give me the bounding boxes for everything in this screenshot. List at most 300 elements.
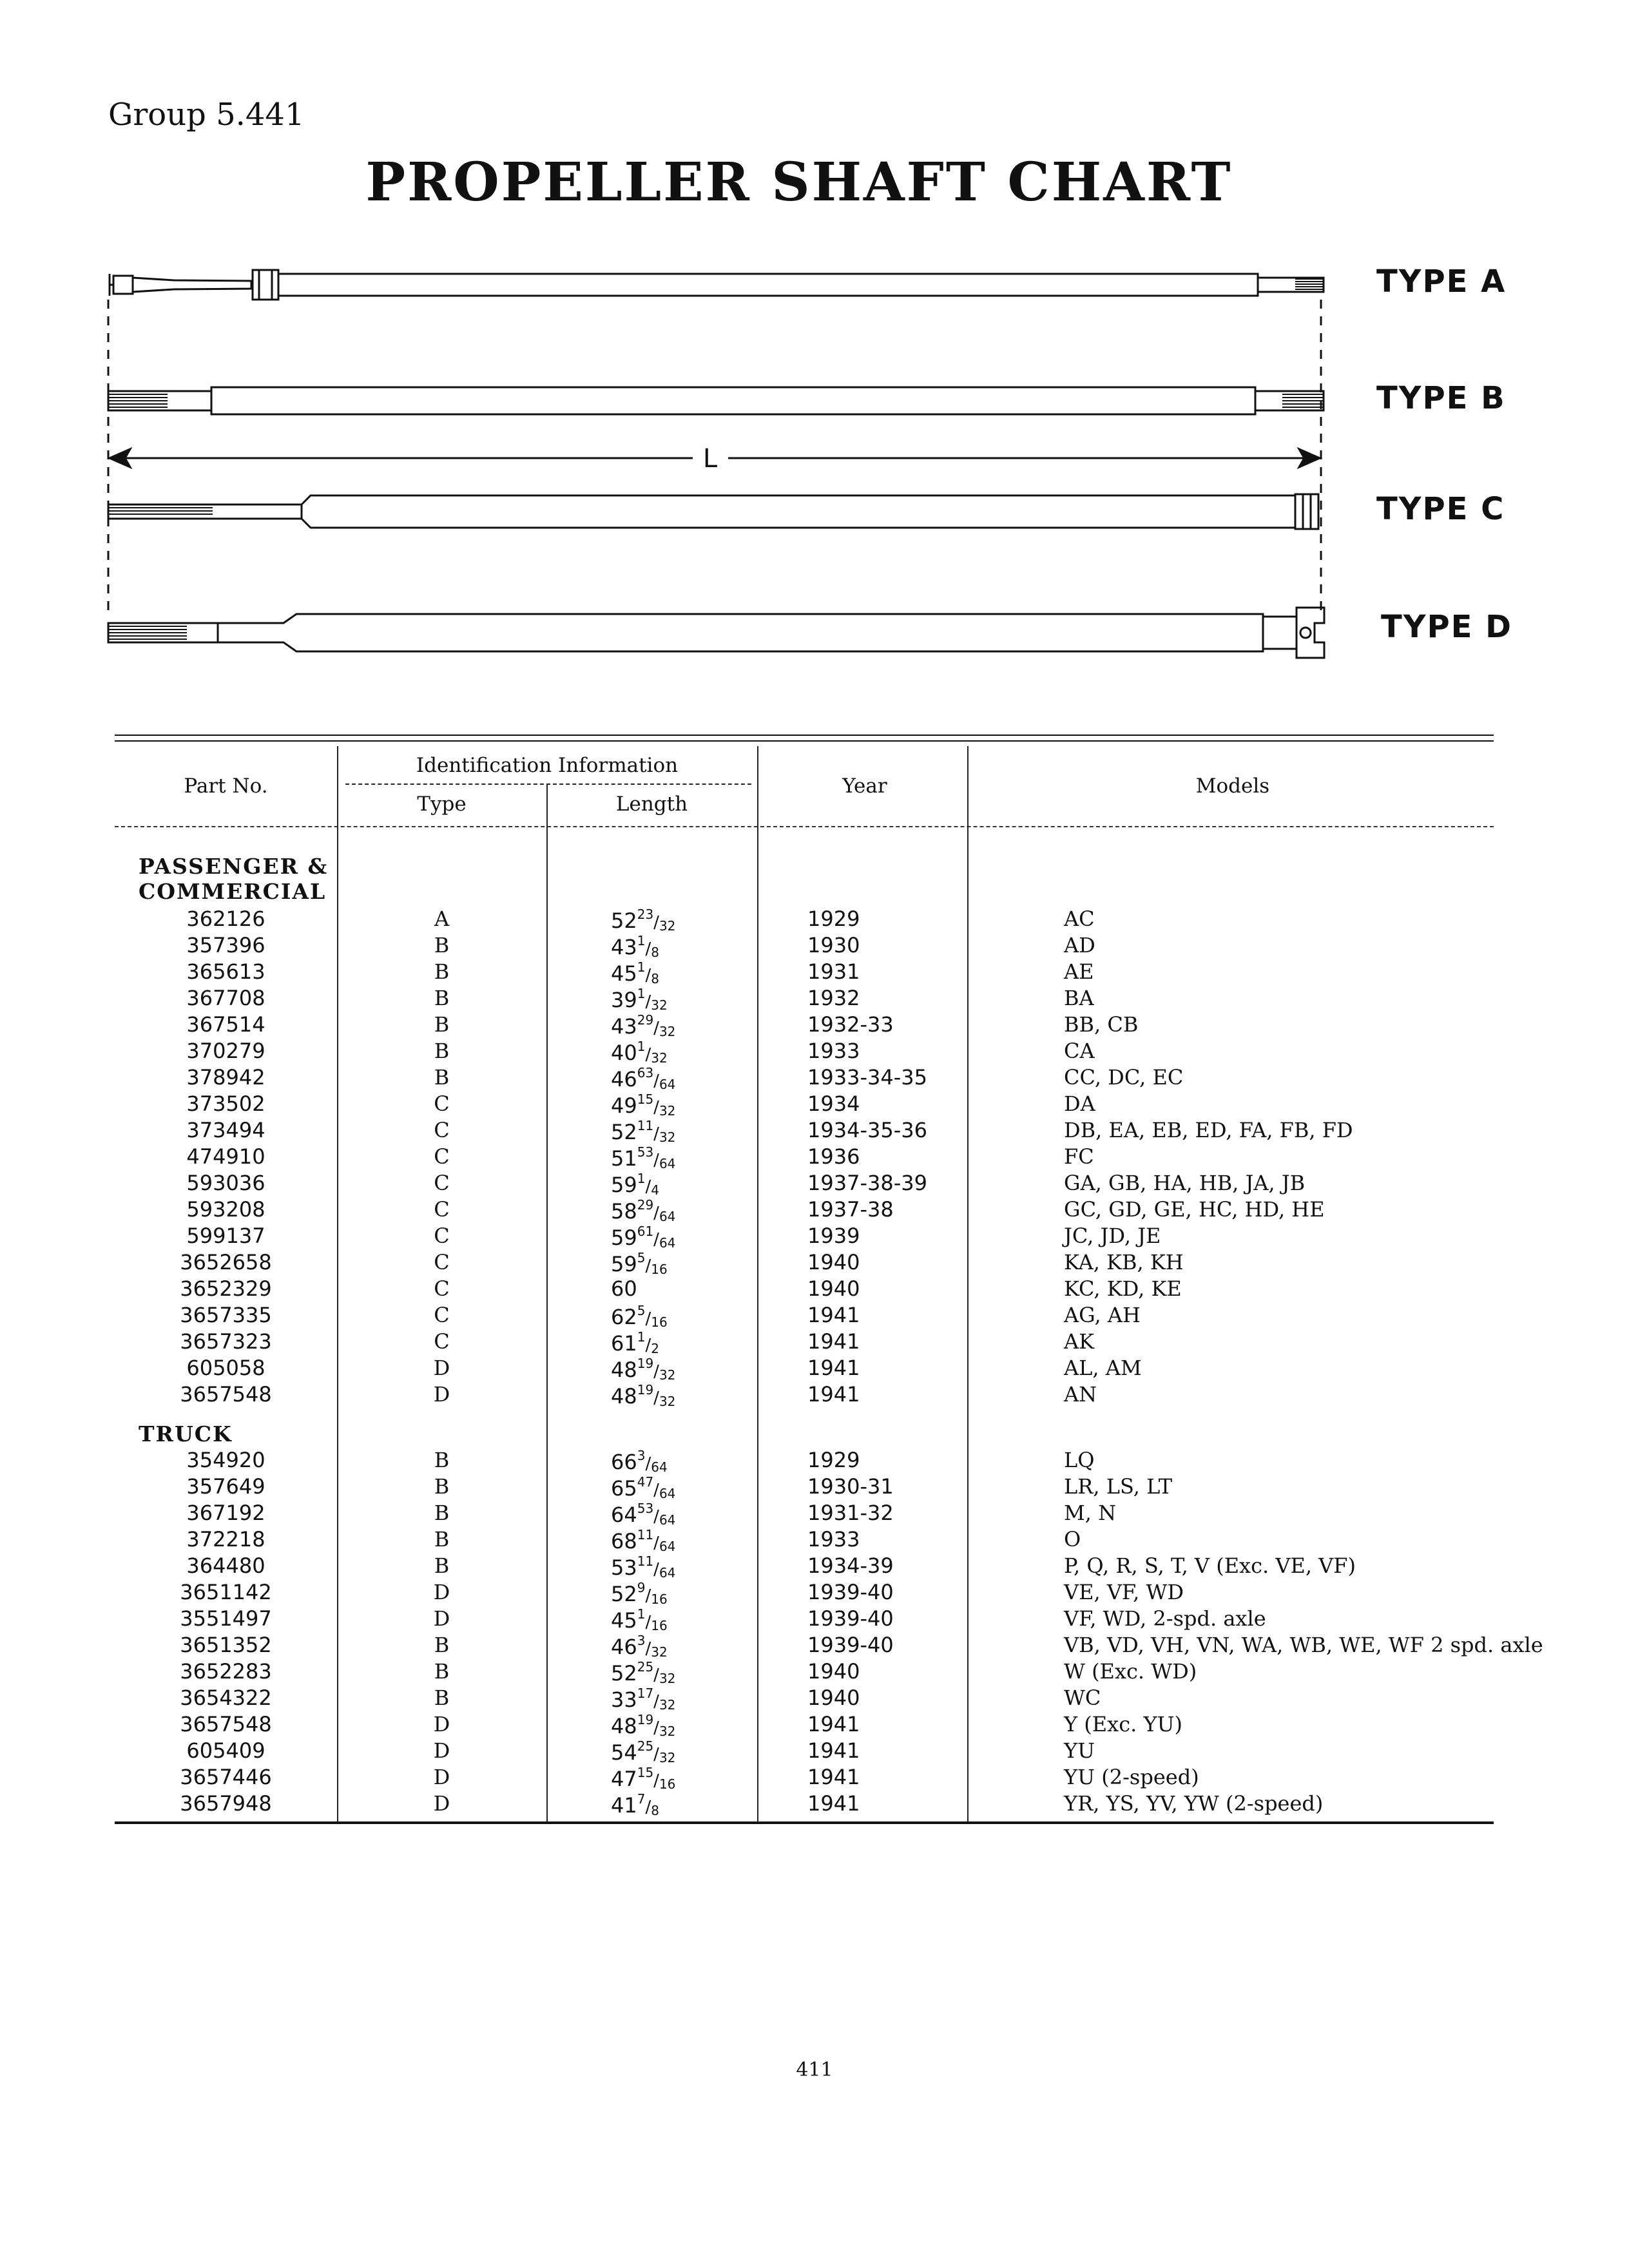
shaft-length [611,1012,675,1039]
model-year: 1941 [807,1382,860,1407]
models: CA [1064,1039,1095,1063]
table-row [115,1606,1494,1633]
shaft-length [611,1527,675,1554]
table-row [115,1686,1494,1712]
length-whole: 33 [611,1687,637,1712]
length-whole: 60 [611,1276,637,1301]
model-year: 1931-32 [807,1501,894,1525]
length-whole: 48 [611,1384,637,1408]
length-whole: 48 [611,1358,637,1382]
shaft-type: C [434,1144,450,1169]
shaft-length [611,1501,675,1528]
fraction-slash: / [645,966,651,985]
table-row [115,1144,1494,1171]
models: AC [1064,907,1095,931]
shaft-type: B [434,1659,450,1684]
length-denominator: 32 [659,1103,676,1119]
table-top-rule-2 [115,740,1494,742]
fraction-slash: / [653,1204,659,1223]
header-type: Type [417,793,467,816]
length-numerator: 17 [637,1686,654,1701]
model-year: 1937-38-39 [807,1171,927,1195]
length-whole: 45 [611,961,637,986]
length-denominator: 32 [659,1367,676,1383]
model-year: 1934-35-36 [807,1118,927,1142]
length-whole: 40 [611,1041,637,1065]
length-whole: 54 [611,1740,637,1765]
model-year: 1934 [807,1091,860,1116]
models: YU (2-speed) [1064,1765,1199,1789]
length-numerator: 19 [637,1356,654,1371]
length-whole: 48 [611,1714,637,1738]
table-row [115,907,1494,933]
part-number: 367514 [186,1012,265,1037]
model-year: 1939 [807,1224,860,1248]
length-whole: 66 [611,1450,637,1474]
length-numerator: 3 [637,1448,646,1463]
fraction-slash: / [653,1692,659,1711]
type-c-shaft [108,494,1318,529]
models: DB, EA, EB, ED, FA, FB, FD [1064,1118,1353,1142]
length-numerator: 47 [637,1474,654,1490]
length-denominator: 64 [659,1077,676,1092]
model-year: 1931 [807,959,860,984]
model-year: 1929 [807,1448,860,1472]
shaft-type: D [433,1356,450,1380]
shaft-type: B [434,1633,450,1657]
length-denominator: 32 [659,1671,676,1686]
length-whole: 59 [611,1225,637,1250]
part-number: 3657548 [180,1382,272,1407]
table-row [115,933,1494,959]
header-length: Length [615,793,688,816]
part-number: 605058 [186,1356,265,1380]
shaft-type: D [433,1382,450,1407]
models: AG, AH [1064,1303,1141,1327]
model-year: 1941 [807,1303,860,1327]
part-number: 3657446 [180,1765,272,1789]
length-whole: 43 [611,1014,637,1039]
table-row [115,1303,1494,1329]
part-number: 3651142 [180,1580,272,1604]
header-models: Models [1195,774,1270,798]
shaft-type: D [433,1791,450,1816]
length-denominator: 32 [651,997,668,1013]
length-denominator: 64 [651,1459,668,1475]
length-numerator: 53 [637,1501,654,1516]
length-denominator: 64 [659,1235,676,1251]
model-year: 1940 [807,1276,860,1301]
shaft-type: D [433,1580,450,1604]
page-title: PROPELLER SHAFT CHART [365,151,1233,213]
length-numerator: 9 [637,1580,646,1595]
length-denominator: 32 [659,1697,676,1713]
table-row [115,1276,1494,1303]
fraction-slash: / [653,1072,659,1091]
models: GA, GB, HA, HB, JA, JB [1064,1171,1306,1195]
shaft-length [611,1171,659,1198]
models: W (Exc. WD) [1064,1659,1197,1684]
fraction-slash: / [653,1666,659,1685]
section-heading-line2: COMMERCIAL [139,879,327,904]
shaft-length [611,1356,675,1383]
length-numerator: 5 [637,1250,646,1265]
page-number: 411 [796,2059,833,2081]
fraction-slash: / [645,939,651,959]
part-number: 3657335 [180,1303,272,1327]
shaft-type: B [434,1553,450,1578]
section-heading: TRUCK [139,1421,233,1446]
length-numerator: 5 [637,1303,646,1318]
fraction-slash: / [645,992,651,1012]
models: Y (Exc. YU) [1064,1712,1183,1736]
model-year: 1933 [807,1527,860,1552]
shaft-type: D [433,1765,450,1789]
length-whole: 52 [611,1661,637,1686]
length-whole: 59 [611,1252,637,1276]
fraction-slash: / [653,1151,659,1170]
length-denominator: 32 [659,1750,676,1765]
model-year: 1941 [807,1765,860,1789]
model-year: 1933-34-35 [807,1065,927,1090]
shaft-length [611,1765,675,1792]
length-numerator: 19 [637,1712,654,1727]
length-denominator: 16 [651,1314,668,1330]
type-a-shaft [110,270,1324,300]
models: M, N [1064,1501,1117,1525]
part-number: 367708 [186,986,265,1010]
part-number: 605409 [186,1738,265,1763]
model-year: 1937-38 [807,1197,894,1222]
length-denominator: 64 [659,1156,676,1171]
length-denominator: 8 [651,1803,659,1818]
shaft-length [611,1382,675,1409]
length-whole: 65 [611,1476,637,1501]
length-denominator: 32 [651,1050,668,1066]
shaft-length [611,1224,675,1251]
table-row [115,1791,1494,1818]
length-numerator: 7 [637,1791,646,1807]
shaft-illustration [97,255,1534,667]
table-row [115,1224,1494,1250]
shaft-length [611,1039,668,1066]
length-denominator: 16 [651,1262,668,1277]
part-number: 3651352 [180,1633,272,1657]
shaft-type: C [434,1250,450,1274]
length-whole: 59 [611,1173,637,1197]
fraction-slash: / [653,1533,659,1553]
shaft-length [611,933,659,960]
table-top-rule [115,735,1494,736]
length-denominator: 16 [651,1618,668,1633]
fraction-slash: / [645,1613,651,1632]
model-year: 1930 [807,933,860,957]
length-numerator: 63 [637,1065,654,1081]
fraction-slash: / [645,1256,651,1276]
table-header [115,754,1494,817]
models: P, Q, R, S, T, V (Exc. VE, VF) [1064,1553,1356,1578]
fraction-slash: / [653,1507,659,1526]
length-whole: 45 [611,1608,637,1633]
model-year: 1940 [807,1659,860,1684]
length-whole: 43 [611,935,637,959]
group-number: Group 5.441 [108,97,305,133]
models: BB, CB [1064,1012,1139,1037]
models: GC, GD, GE, HC, HD, HE [1064,1197,1325,1222]
models: DA [1064,1091,1095,1116]
shaft-length [611,1144,675,1171]
shaft-length [611,907,675,934]
shaft-length [611,1712,675,1739]
model-year: 1930-31 [807,1474,894,1499]
header-bottom-rule [115,826,1494,827]
fraction-slash: / [653,1362,659,1381]
model-year: 1941 [807,1738,860,1763]
models: VE, VF, WD [1064,1580,1184,1604]
models: YU [1064,1738,1095,1763]
shaft-type: C [434,1171,450,1195]
models: WC [1064,1686,1101,1710]
length-numerator: 11 [637,1553,654,1569]
header-identification: Identification Information [416,754,679,777]
type-d-shaft [108,608,1324,658]
length-whole: 68 [611,1529,637,1553]
table-row [115,1712,1494,1738]
length-whole: 51 [611,1146,637,1171]
length-denominator: 64 [659,1565,676,1581]
length-whole: 53 [611,1555,637,1580]
models: AE [1064,959,1094,984]
model-year: 1941 [807,1329,860,1354]
table-row [115,1197,1494,1224]
shaft-type: B [434,1039,450,1063]
shaft-length [611,1606,668,1633]
type-a-label: TYPE A [1376,264,1507,300]
table-row [115,1171,1494,1197]
fraction-slash: / [653,1389,659,1408]
shaft-type: C [434,1091,450,1116]
shaft-type: C [434,1224,450,1248]
model-year: 1932 [807,986,860,1010]
length-numerator: 3 [637,1633,646,1648]
length-numerator: 15 [637,1765,654,1780]
fraction-slash: / [653,1019,659,1038]
table-row [115,959,1494,986]
table-row [115,1012,1494,1039]
shaft-length [611,1659,675,1686]
shaft-length [611,1329,659,1356]
models: VF, WD, 2-spd. axle [1064,1606,1266,1631]
length-numerator: 15 [637,1091,654,1107]
type-b-shaft [108,387,1324,414]
models: KA, KB, KH [1064,1250,1184,1274]
length-denominator: 64 [659,1209,676,1224]
length-numerator: 1 [637,933,646,948]
part-number: 3551497 [180,1606,272,1631]
part-number: 364480 [186,1553,265,1578]
shaft-length [611,1633,668,1660]
model-year: 1941 [807,1712,860,1736]
table-row [115,1553,1494,1580]
models: BA [1064,986,1094,1010]
length-whole: 58 [611,1199,637,1224]
length-numerator: 1 [637,959,646,975]
table-row [115,1329,1494,1356]
shaft-length [611,1276,637,1301]
model-year: 1939-40 [807,1580,894,1604]
shaft-length [611,1065,675,1092]
models: VB, VD, VH, VN, WA, WB, WE, WF 2 spd. axle [1064,1633,1543,1657]
type-b-label: TYPE B [1376,380,1506,416]
part-number: 3652658 [180,1250,272,1274]
part-number: 474910 [186,1144,265,1169]
table-row [115,1659,1494,1686]
length-whole: 46 [611,1067,637,1091]
fraction-slash: / [653,1771,659,1791]
models: O [1064,1527,1081,1552]
length-denominator: 32 [659,1394,676,1409]
model-year: 1939-40 [807,1633,894,1657]
length-numerator: 11 [637,1118,654,1133]
type-c-label: TYPE C [1376,491,1505,527]
models: AL, AM [1064,1356,1142,1380]
shaft-type: B [434,1527,450,1552]
table-row [115,1474,1494,1501]
length-numerator: 11 [637,1527,654,1542]
fraction-slash: / [653,1718,659,1738]
part-number: 357649 [186,1474,265,1499]
shaft-length [611,1448,668,1475]
length-numerator: 19 [637,1382,654,1398]
models: LQ [1064,1448,1095,1472]
part-number: 373494 [186,1118,265,1142]
table-row [115,1738,1494,1765]
model-year: 1933 [807,1039,860,1063]
shaft-length [611,1738,675,1765]
model-year: 1941 [807,1356,860,1380]
fraction-slash: / [653,913,659,932]
length-numerator: 1 [637,986,646,1001]
length-whole: 47 [611,1767,637,1791]
table-row [115,1250,1494,1276]
table-row [115,1580,1494,1606]
length-whole: 61 [611,1331,637,1356]
shaft-type: B [434,1686,450,1710]
shaft-type: C [434,1197,450,1222]
type-d-label: TYPE D [1381,609,1513,645]
shaft-type: B [434,959,450,984]
shaft-length [611,1791,659,1818]
shaft-length [611,1553,675,1581]
length-denominator: 2 [651,1341,659,1356]
shaft-type: C [434,1303,450,1327]
length-numerator: 1 [637,1606,646,1622]
shaft-length [611,1118,675,1145]
shaft-type: B [434,933,450,957]
length-numerator: 25 [637,1738,654,1754]
model-year: 1940 [807,1686,860,1710]
length-numerator: 25 [637,1659,654,1675]
part-number: 357396 [186,933,265,957]
models: AN [1064,1382,1097,1407]
fraction-slash: / [645,1045,651,1064]
header-part-no: Part No. [184,774,268,798]
table-row [115,1039,1494,1065]
model-year: 1932-33 [807,1012,894,1037]
shaft-length [611,1197,675,1224]
length-whole: 39 [611,988,637,1012]
length-whole: 52 [611,908,637,933]
header-sub-rule [345,783,751,785]
shaft-type: D [433,1738,450,1763]
fraction-slash: / [645,1309,651,1329]
length-denominator: 32 [659,1129,676,1145]
length-whole: 52 [611,1582,637,1606]
length-denominator: 16 [659,1776,676,1792]
models: JC, JD, JE [1064,1224,1161,1248]
shaft-type: B [434,1448,450,1472]
shaft-length [611,1303,668,1330]
fraction-slash: / [645,1177,651,1196]
length-denominator: 64 [659,1486,676,1501]
shaft-length [611,1580,668,1607]
part-number: 362126 [186,907,265,931]
model-year: 1934-39 [807,1553,894,1578]
part-number: 3657948 [180,1791,272,1816]
length-denominator: 64 [659,1539,676,1554]
length-whole: 64 [611,1503,637,1527]
fraction-slash: / [653,1481,659,1500]
fraction-slash: / [653,1124,659,1144]
models: FC [1064,1144,1094,1169]
length-denominator: 8 [651,945,659,960]
shaft-type: A [434,907,450,931]
length-denominator: 64 [659,1512,676,1528]
shaft-length [611,1091,675,1119]
shaft-length [611,1250,668,1277]
models: YR, YS, YV, YW (2-speed) [1064,1791,1324,1816]
part-number: 378942 [186,1065,265,1090]
models: CC, DC, EC [1064,1065,1184,1090]
shaft-type: B [434,1474,450,1499]
table-row [115,1065,1494,1091]
shaft-diagram [97,255,1534,667]
section-heading: PASSENGER & [139,854,329,879]
part-number: 593036 [186,1171,265,1195]
length-numerator: 53 [637,1144,654,1160]
part-number: 354920 [186,1448,265,1472]
shaft-type: B [434,1012,450,1037]
part-number: 367192 [186,1501,265,1525]
model-year: 1940 [807,1250,860,1274]
length-numerator: 23 [637,907,654,922]
model-year: 1941 [807,1791,860,1816]
length-whole: 41 [611,1793,637,1818]
length-whole: 49 [611,1093,637,1118]
length-denominator: 16 [651,1591,668,1607]
part-number: 593208 [186,1197,265,1222]
header-year: Year [842,774,887,798]
fraction-slash: / [645,1454,651,1474]
part-number: 373502 [186,1091,265,1116]
part-number: 3657548 [180,1712,272,1736]
shaft-type: D [433,1712,450,1736]
length-numerator: 29 [637,1197,654,1213]
length-denominator: 32 [659,1024,676,1039]
model-year: 1929 [807,907,860,931]
table-row [115,1382,1494,1408]
part-number: 3652329 [180,1276,272,1301]
